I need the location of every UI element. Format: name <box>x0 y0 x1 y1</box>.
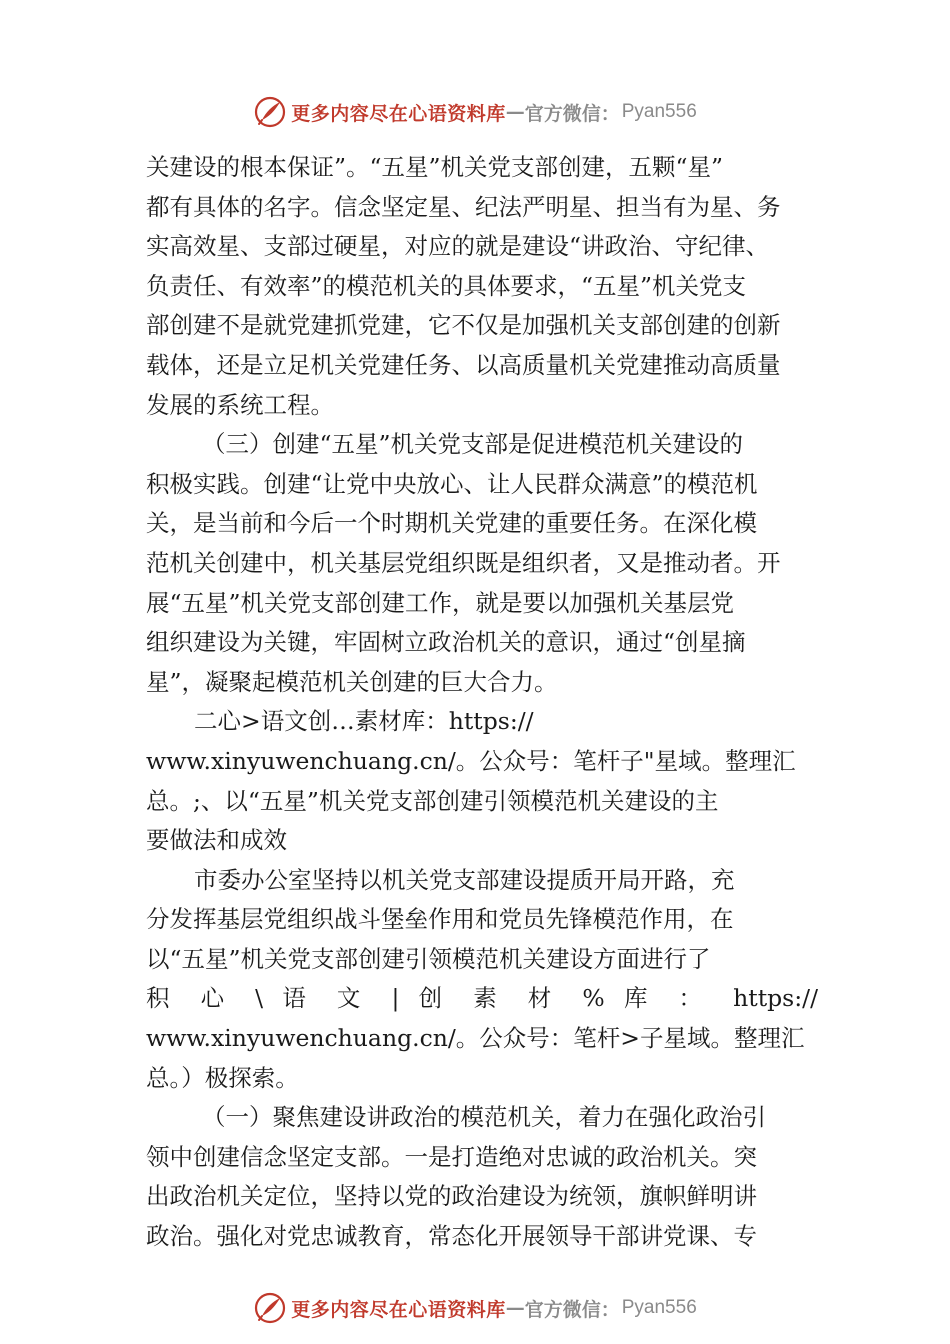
text-line: 以“五星”机关党支部创建引领模范机关建设方面进行了 <box>146 944 711 973</box>
text-line: 负责任、有效率”的模范机关的具体要求，“五星”机关党支 <box>146 271 747 300</box>
text-line: 总。;、以“五星”机关党支部创建引领模范机关建设的主 <box>146 786 719 815</box>
text-line: 星”，凝聚起模范机关创建的巨大合力。 <box>146 667 558 696</box>
text-line: 关建设的根本保证”。“五星”机关党支部创建，五颗“星” <box>146 153 724 181</box>
quill-pen-logo-icon <box>253 1291 287 1325</box>
text-line: 二心>语文创…素材库：https:// <box>194 707 534 736</box>
text-line: 组织建设为关键，牢固树立政治机关的意识，通过“创星摘 <box>146 628 746 657</box>
text-line: 出政治机关定位，坚持以党的政治建设为统领，旗帜鲜明讲 <box>146 1182 757 1211</box>
text-line: 分发挥基层党组织战斗堡垒作用和党员先锋模范作用，在 <box>146 905 734 934</box>
text-line: www.xinyuwenchuang.cn/。公众号：笔杆>子星域。整理汇 <box>146 1024 805 1053</box>
text-line: （三）创建“五星”机关党支部是促进模范机关建设的 <box>202 430 744 459</box>
banner-dash: — <box>505 1297 525 1319</box>
text-line: （一）聚焦建设讲政治的模范机关，着力在强化政治引 <box>202 1103 766 1132</box>
banner-main-text: 更多内容尽在心语资料库 <box>291 1298 506 1321</box>
text-line: 都有具体的名字。信念坚定星、纪法严明星、担当有为星、务 <box>146 192 781 221</box>
header-banner <box>0 92 950 132</box>
banner-wechat-id: Pyan556 <box>621 1297 697 1318</box>
text-line: 展“五星”机关党支部创建工作，就是要以加强机关基层党 <box>146 588 735 617</box>
text-line: 积极实践。创建“让党中央放心、让人民群众满意”的模范机 <box>146 469 758 498</box>
banner-wechat-id: Pyan556 <box>621 101 697 122</box>
text-line: 实高效星、支部过硬星，对应的就是建设“讲政治、守纪律、 <box>146 232 770 261</box>
text-line: 发展的系统工程。 <box>146 390 334 419</box>
footer-banner <box>0 1288 950 1328</box>
text-line: 积 心 \ 语 文 | 创 素 材 % 库 ： https:// <box>146 984 818 1013</box>
text-line: 市委办公室坚持以机关党支部建设提质开局开路，充 <box>194 865 735 894</box>
text-line: 载体，还是立足机关党建任务、以高质量机关党建推动高质量 <box>146 350 781 379</box>
banner-wechat-label: 官方微信： <box>524 102 620 125</box>
text-line: 要做法和成效 <box>146 826 287 855</box>
text-line: www.xinyuwenchuang.cn/。公众号：笔杆子"星域。整理汇 <box>146 746 796 775</box>
text-line: 政治。强化对党忠诚教育，常态化开展领导干部讲党课、专 <box>146 1222 757 1251</box>
banner-dash: — <box>505 101 525 123</box>
text-line: 总。）极探索。 <box>146 1063 299 1092</box>
banner-wechat-label: 官方微信： <box>524 1298 620 1321</box>
text-line: 领中创建信念坚定支部。一是打造绝对忠诚的政治机关。突 <box>146 1142 757 1171</box>
banner-main-text: 更多内容尽在心语资料库 <box>291 102 506 125</box>
quill-pen-logo-icon <box>253 95 287 129</box>
document-body <box>146 148 818 1257</box>
text-line: 范机关创建中，机关基层党组织既是组织者，又是推动者。开 <box>146 548 781 577</box>
text-line: 部创建不是就党建抓党建，它不仅是加强机关支部创建的创新 <box>146 311 781 340</box>
text-line: 关，是当前和今后一个时期机关党建的重要任务。在深化模 <box>146 509 757 538</box>
